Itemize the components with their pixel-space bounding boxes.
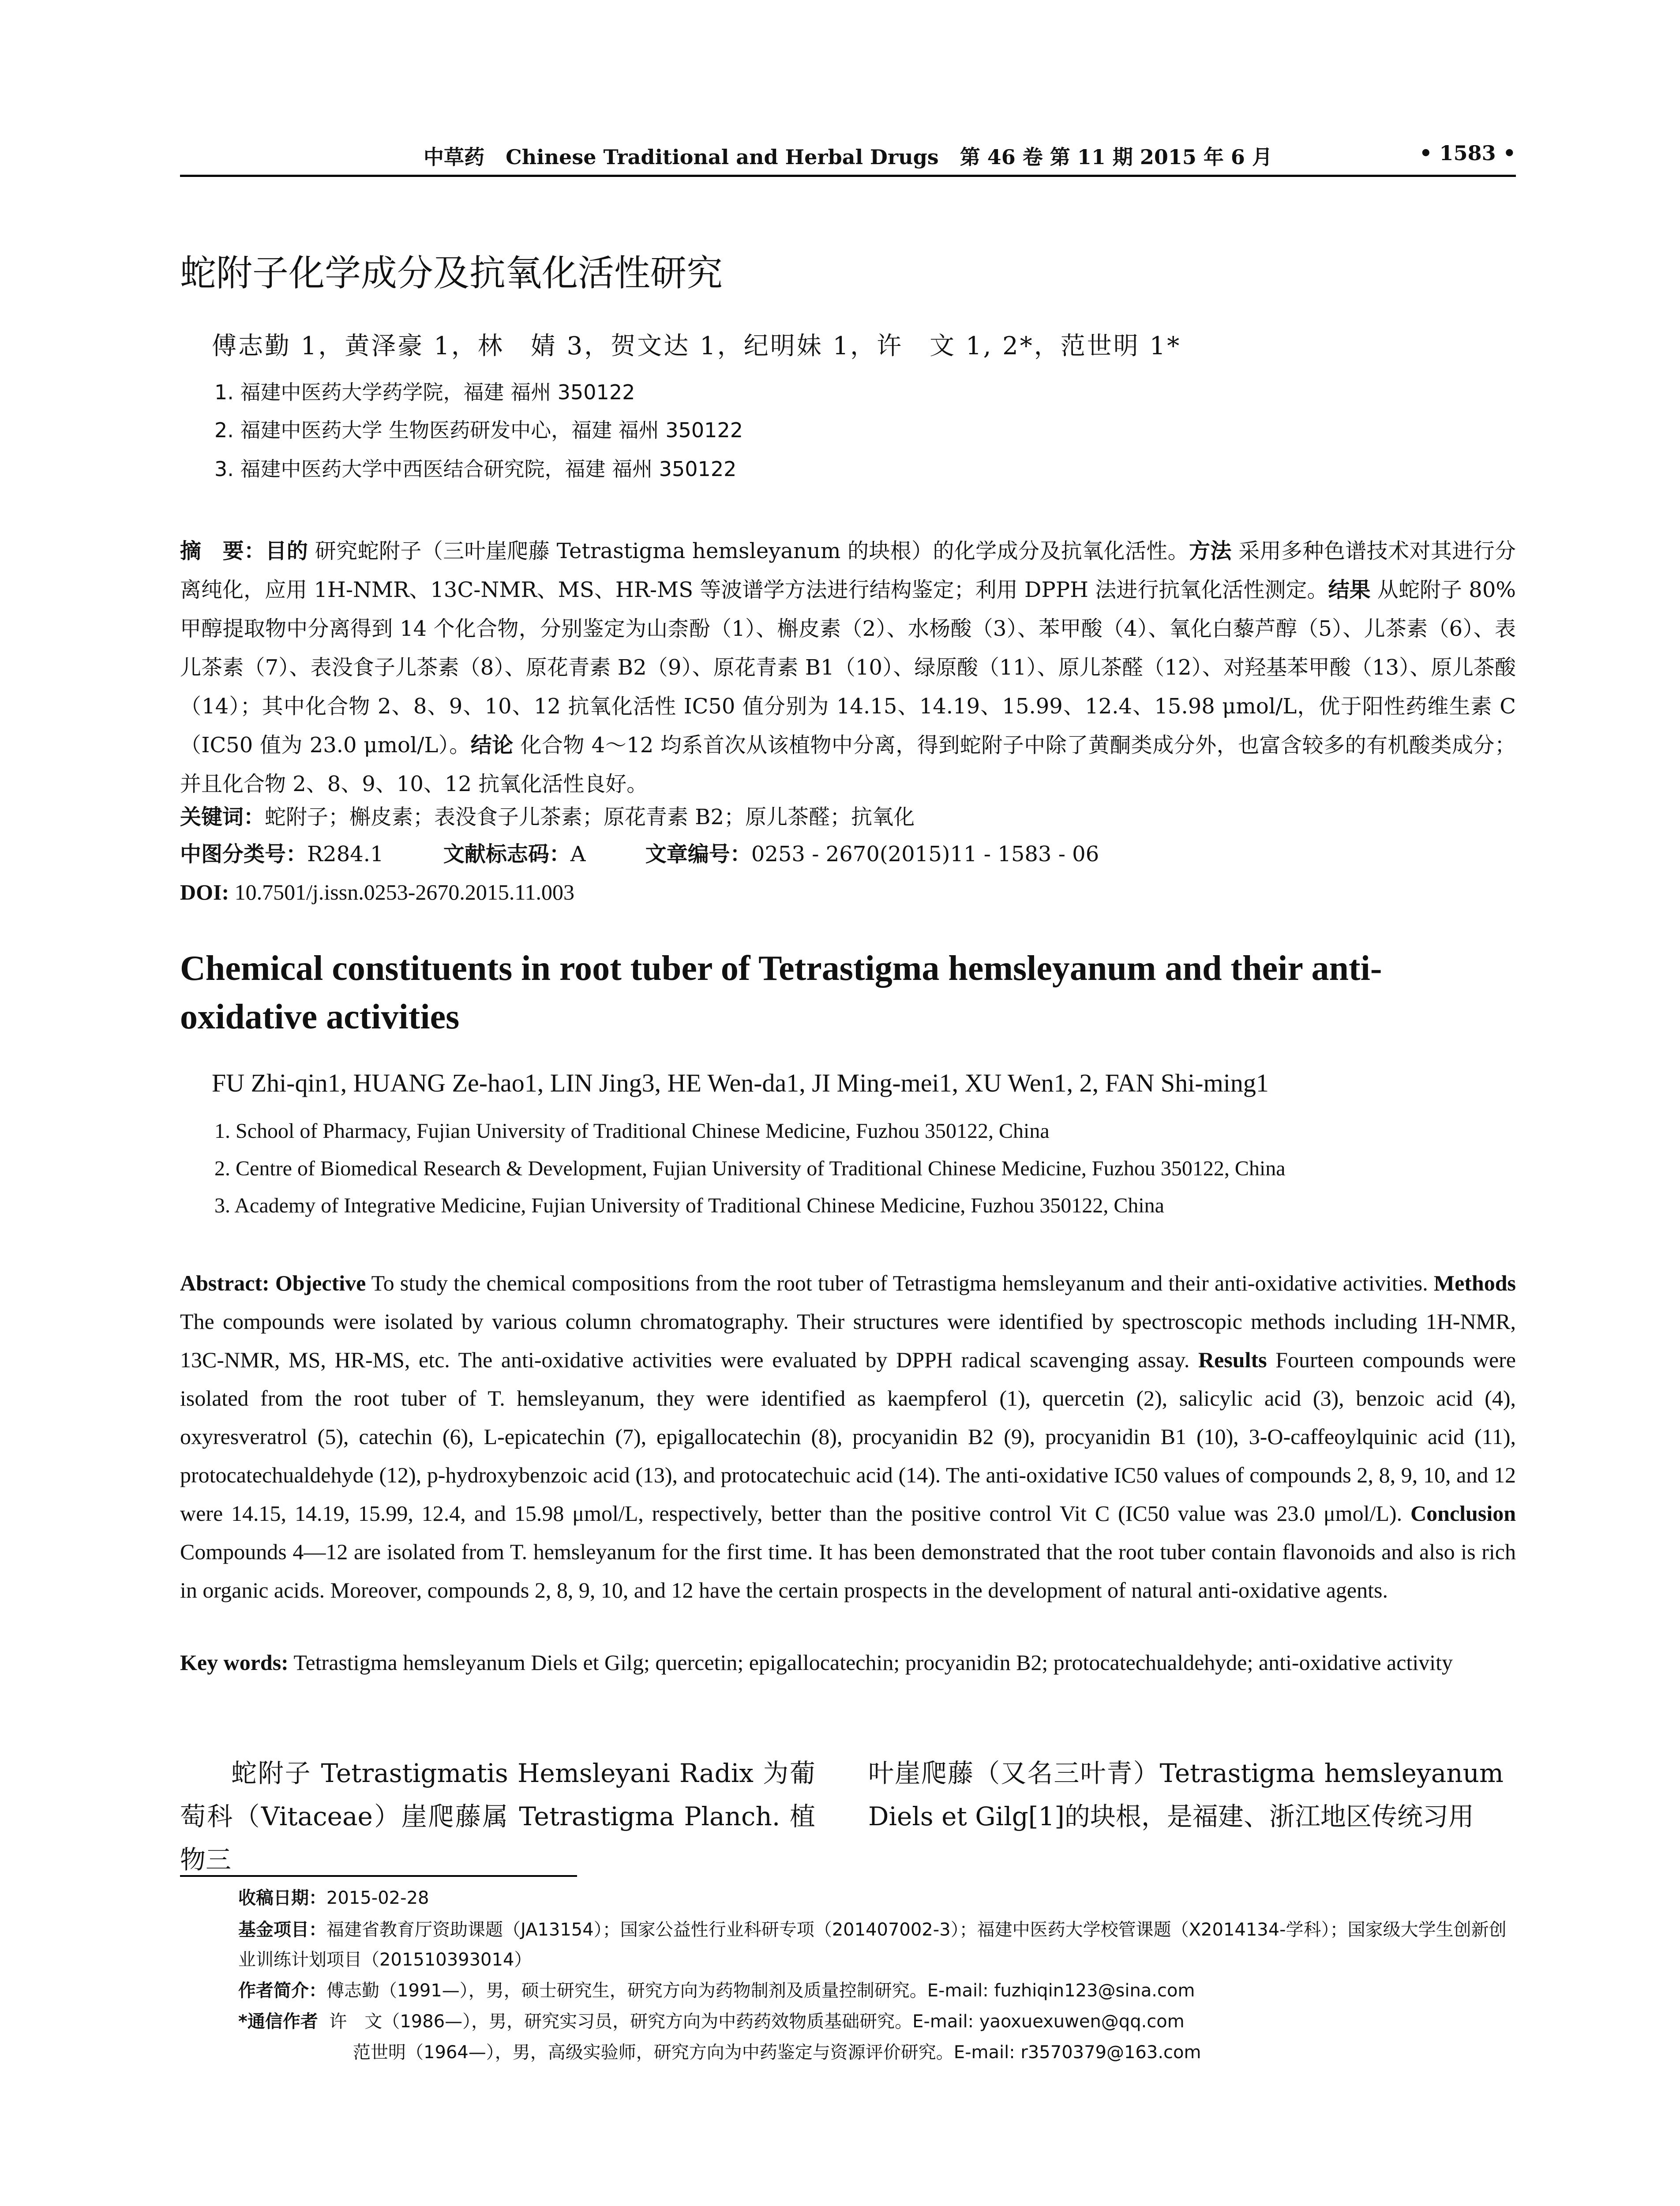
authors-en: FU Zhi-qin1, HUANG Ze-hao1, LIN Jing3, HE Wen-da1, JI Ming-mei1, XU Wen1, 2, FAN Shi-ming1 [212, 1069, 1269, 1097]
footnote-received [238, 1883, 1516, 1913]
affiliation-en-2: 2. Centre of Biomedical Research & Development, Fujian University of Traditional Chinese Medicine, Fuzhou 350122, China [214, 1157, 1286, 1180]
doi-label: DOI: [180, 880, 229, 904]
keywords-cn-text: 蛇附子；槲皮素；表没食子儿茶素；原花青素 B2；原儿茶醛；抗氧化 [265, 805, 915, 829]
fund-text: 福建省教育厅资助课题（JA13154）；国家公益性行业科研专项（201407002-3）；福建中医药大学校管课题（X2014134-学科）；国家级大学生创新创业训练计划项目（201510393014） [238, 1920, 1507, 1970]
conclusion-en-label: Conclusion [1410, 1501, 1516, 1526]
received-label: 收稿日期： [238, 1888, 326, 1908]
keywords-cn-label: 关键词： [180, 805, 265, 829]
keywords-en [180, 1643, 1516, 1682]
received-date: 2015-02-28 [326, 1888, 429, 1908]
abstract-en [180, 1264, 1516, 1609]
journal-name-en: Chinese Traditional and Herbal Drugs [506, 145, 939, 169]
doi-link[interactable]: 10.7501/j.issn.0253-2670.2015.11.003 [234, 880, 574, 904]
results-en: Fourteen compounds were isolated from the root tuber of T. hemsleyanum, they were identified as kaempferol (1), quercetin (2), salicylic acid (3), benzoic acid (4), oxyresveratrol (5), catechin (6), L-epicatechin (7), epigallocatechin (8), procyanidin B2 (9), procyanidin B1 (10), 3-O-caffeoylquinic acid (11), protocatechualdehyde (12), p-hydroxybenzoic acid (13), and protocatechuic acid (14). The anti-oxidative IC50 values of compounds 2, 8, 9, 10, and 12 were 14.15, 14.19, 15.99, 12.4, and 15.98 μmol/L, respectively, better than the positive control Vit C (IC50 value was 23.0 μmol/L). [180, 1347, 1516, 1526]
corresponding-label: *通信作者 [238, 2011, 318, 2032]
conclusion-cn: 化合物 4～12 均系首次从该植物中分离，得到蛇附子中除了黄酮类成分外，也富含较多的有机酸类成分；并且化合物 2、8、9、10、12 抗氧化活性良好。 [180, 733, 1516, 796]
body-column-left: 蛇附子 Tetrastigmatis Hemsleyani Radix 为葡萄科（Vitaceae）崖爬藤属 Tetrastigma Planch. 植物三 [180, 1758, 815, 1875]
objective-cn: 研究蛇附子（三叶崖爬藤 Tetrastigma hemsleyanum 的块根）的化学成分及抗氧化活性。 [315, 539, 1189, 563]
footnote-author [238, 1976, 1516, 2006]
keywords-en-text: Tetrastigma hemsleyanum Diels et Gilg; quercetin; epigallocatechin; procyanidin B2; protocatechualdehyde; anti-oxidative activity [293, 1650, 1453, 1675]
methods-en: The compounds were isolated by various column chromatography. Their structures were identified by spectroscopic methods including 1H-NMR, 13C-NMR, MS, HR-MS, etc. The anti-oxidative activities were evaluated by DPPH radical scavenging assay. [180, 1309, 1516, 1372]
affiliation-cn-1: 1. 福建中医药大学药学院，福建 福州 350122 [214, 380, 635, 404]
conclusion-cn-label: 结论 [470, 733, 514, 758]
footnote-fund [238, 1915, 1516, 1975]
methods-en-label: Methods [1433, 1271, 1516, 1295]
doi-line [180, 874, 1516, 910]
conclusion-en: Compounds 4—12 are isolated from T. hemsleyanum for the first time. It has been demonstrated that the root tuber contain flavonoids and also is rich in organic acids. Moreover, compounds 2, 8, 9, 10, and 12 have the certain prospects in the development of natural anti-oxidative agents. [180, 1539, 1516, 1602]
results-cn-label: 结果 [1328, 578, 1371, 602]
abstract-en-label: Abstract: [180, 1271, 270, 1295]
title-cn: 蛇附子化学成分及抗氧化活性研究 [180, 252, 723, 294]
volume-issue: 第 46 卷 第 11 期 2015 年 6 月 [960, 145, 1272, 169]
results-cn: 从蛇附子 80%甲醇提取物中分离得到 14 个化合物，分别鉴定为山柰酚（1）、槲皮素（2）、水杨酸（3）、苯甲酸（4）、氧化白藜芦醇（5）、儿茶素（6）、表儿茶素（7）、表没食子儿茶素（8）、原花青素 B2（9）、原花青素 B1（10）、绿原酸（11）、原儿茶醛（12）、对羟基苯甲酸（13）、原儿茶酸（14）；其中化合物 2、8、9、10、12 抗氧化活性 IC50 值分别为 14.15、14.19、15.99、12.4、15.98 μmol/L，优于阳性药维生素 C（IC50 值为 23.0 μmol/L）。 [180, 578, 1516, 758]
results-en-label: Results [1198, 1347, 1267, 1372]
affiliation-cn-3: 3. 福建中医药大学中西医结合研究院，福建 福州 350122 [214, 457, 737, 481]
objective-cn-label: 目的 [265, 539, 308, 563]
footnote-corresponding [238, 2007, 1516, 2037]
affiliation-en-3: 3. Academy of Integrative Medicine, Fujian University of Traditional Chinese Medicine, Fuzhou 350122, China [214, 1194, 1164, 1217]
keywords-cn [180, 799, 1516, 835]
author-label: 作者简介： [238, 1981, 326, 2001]
classification-line [180, 837, 1516, 872]
doc-code-value: A [570, 842, 586, 867]
header-rule [180, 175, 1516, 177]
body-column-right: 叶崖爬藤（又名三叶青）Tetrastigma hemsleyanum Diels et Gilg[1]的块根，是福建、浙江地区传统习用 [868, 1758, 1504, 1831]
clc-label: 中图分类号： [180, 842, 308, 867]
clc-value: R284.1 [307, 842, 384, 867]
footnote-corresponding-2: 范世明（1964—），男，高级实验师，研究方向为中药鉴定与资源评价研究。E-mail: r3570379@163.com [353, 2042, 1201, 2063]
doc-code-label: 文献标志码： [443, 842, 570, 867]
abstract-cn [180, 532, 1516, 803]
article-no-label: 文章编号： [645, 842, 751, 867]
abstract-cn-label: 摘 要： [180, 539, 266, 563]
author-text: 傅志勤（1991—），男，硕士研究生，研究方向为药物制剂及质量控制研究。E-mail: fuzhiqin123@sina.com [326, 1981, 1195, 2001]
methods-cn-label: 方法 [1189, 539, 1232, 563]
journal-name-cn: 中草药 [424, 145, 485, 169]
fund-label: 基金项目： [238, 1920, 326, 1940]
title-en: Chemical constituents in root tuber of Tetrastigma hemsleyanum and their anti-oxidative activities [180, 949, 1382, 1036]
affiliation-en-1: 1. School of Pharmacy, Fujian University of Traditional Chinese Medicine, Fuzhou 350122, China [214, 1119, 1050, 1143]
corresponding-1: 许 文（1986—），男，研究实习员，研究方向为中药药效物质基础研究。E-mail: yaoxuexuwen@qq.com [329, 2011, 1185, 2032]
objective-en: To study the chemical compositions from the root tuber of Tetrastigma hemsleyanum and their anti-oxidative activities. [371, 1271, 1428, 1295]
affiliation-cn-2: 2. 福建中医药大学 生物医药研发中心，福建 福州 350122 [214, 418, 743, 442]
page-number: • 1583 • [1419, 141, 1516, 165]
article-no-value: 0253 - 2670(2015)11 - 1583 - 06 [751, 842, 1099, 867]
methods-cn: 采用多种色谱技术对其进行分离纯化，应用 1H-NMR、13C-NMR、MS、HR-MS 等波谱学方法进行结构鉴定；利用 DPPH 法进行抗氧化活性测定。 [180, 539, 1516, 602]
footnote-rule [180, 1875, 577, 1877]
keywords-en-label: Key words: [180, 1650, 289, 1675]
authors-cn: 傅志勤 1，黄泽豪 1，林 婧 3，贺文达 1，纪明妹 1，许 文 1, 2*，范世明 1* [212, 332, 1181, 360]
objective-en-label: Objective [275, 1271, 366, 1295]
running-header [180, 141, 1516, 172]
